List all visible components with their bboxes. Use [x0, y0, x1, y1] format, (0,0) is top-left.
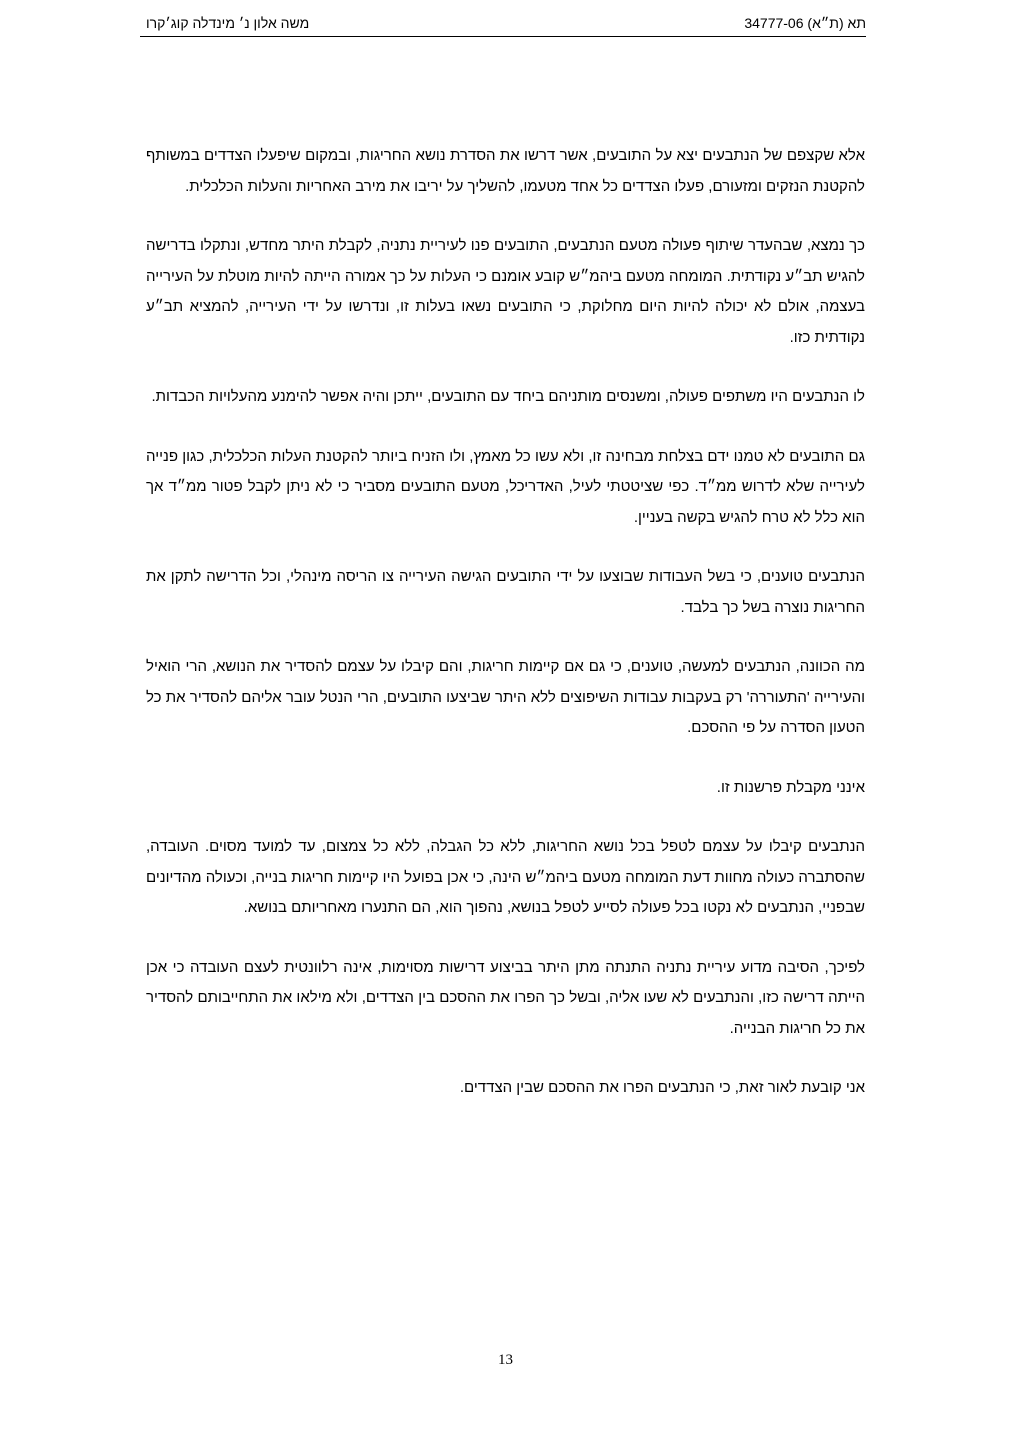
paragraph: גם התובעים לא טמנו ידם בצלחת מבחינה זו, ולא עשו כל מאמץ, ולו הזניח ביותר להקטנת העלות הכלכלית, כגון פנייה לעירייה שלא לדרוש ממ״ד. כפי שציטטתי לעיל, האדריכל, מטעם התובעים מסביר כי לא ניתן לקבל פטור ממ״ד אך הוא כלל לא טרח להגיש בקשה בעניין. — [146, 447, 865, 526]
judgment-body — [146, 141, 865, 1133]
paragraph: כך נמצא, שבהעדר שיתוף פעולה מטעם הנתבעים, התובעים פנו לעיריית נתניה, לקבלת היתר מחדש, ונתקלו בדרישה להגיש תב״ע נקודתית. המומחה מטעם ביהמ״ש קובע אומנם כי העלות על כך אמורה הייתה להיות מוטלת על העירייה בעצמה, אולם לא יכולה להיות היום מחלוקת, כי התובעים נשאו בעלות זו, ונדרשו על ידי העירייה, להמציא תב״ע נקודתית כזו. — [146, 237, 865, 346]
case-number: תא (ת״א) 34777-06 — [744, 15, 866, 31]
paragraph: לפיכך, הסיבה מדוע עיריית נתניה התנתה מתן היתר בביצוע דרישות מסוימות, אינה רלוונטית לעצם העובדה כי אכן הייתה דרישה כזו, והנתבעים לא שעו אליה, ובשל כך הפרו את ההסכם בין הצדדים, ולא מילאו את התחייבותם להסדיר את כל חריגות הבנייה. — [146, 958, 865, 1037]
paragraph: אני קובעת לאור זאת, כי הנתבעים הפרו את ההסכם שבין הצדדים. — [459, 1079, 865, 1096]
case-parties: משה אלון נ׳ מינדלה קוג׳קרו — [146, 15, 310, 31]
page-header — [140, 14, 866, 37]
paragraph: אינני מקבלת פרשנות זו. — [716, 778, 865, 796]
paragraph: אלא שקצפם של הנתבעים יצא על התובעים, אשר דרשו את הסדרת נושא החריגות, ובמקום שיפעלו הצדדים במשותף להקטנת הנזקים ומזעורם, פעלו הצדדים כל אחד מטעמו, להשליך על יריבו את מירב האחריות והעלות הכלכלית. — [146, 147, 865, 195]
paragraph: מה הכוונה, הנתבעים למעשה, טוענים, כי גם אם קיימות חריגות, והם קיבלו על עצמם להסדיר את הנושא, הרי הואיל והעירייה 'התעוררה' רק בעקבות עבודות השיפוצים ללא היתר שביצעו התובעים, הרי הנטל עובר אליהם להסדיר את כל הטעון הסדרה על פי ההסכם. — [146, 658, 865, 736]
paragraph: לו הנתבעים היו משתפים פעולה, ומשנסים מותניהם ביחד עם התובעים, ייתכן והיה אפשר להימנע מהעלויות הכבדות. — [151, 388, 865, 405]
page-number: 13 — [498, 1352, 513, 1368]
paragraph: הנתבעים קיבלו על עצמם לטפל בכל נושא החריגות, ללא כל הגבלה, ללא כל צמצום, עד למועד מסוים. העובדה, שהסתברה כעולה מחוות דעת המומחה מטעם ביהמ״ש הינה, כי אכן בפועל היו קיימות חריגות בנייה, וכעולה מהדיונים שבפניי, הנתבעים לא נקטו בכל פעולה לסייע לטפל בנושא, נהפוך הוא, הם התנערו מאחריותם בנושא. — [146, 838, 865, 916]
paragraph: הנתבעים טוענים, כי בשל העבודות שבוצעו על ידי התובעים הגישה העירייה צו הריסה מינהלי, וכל הדרישה לתקן את החריגות נוצרה בשל כך בלבד. — [146, 568, 865, 616]
